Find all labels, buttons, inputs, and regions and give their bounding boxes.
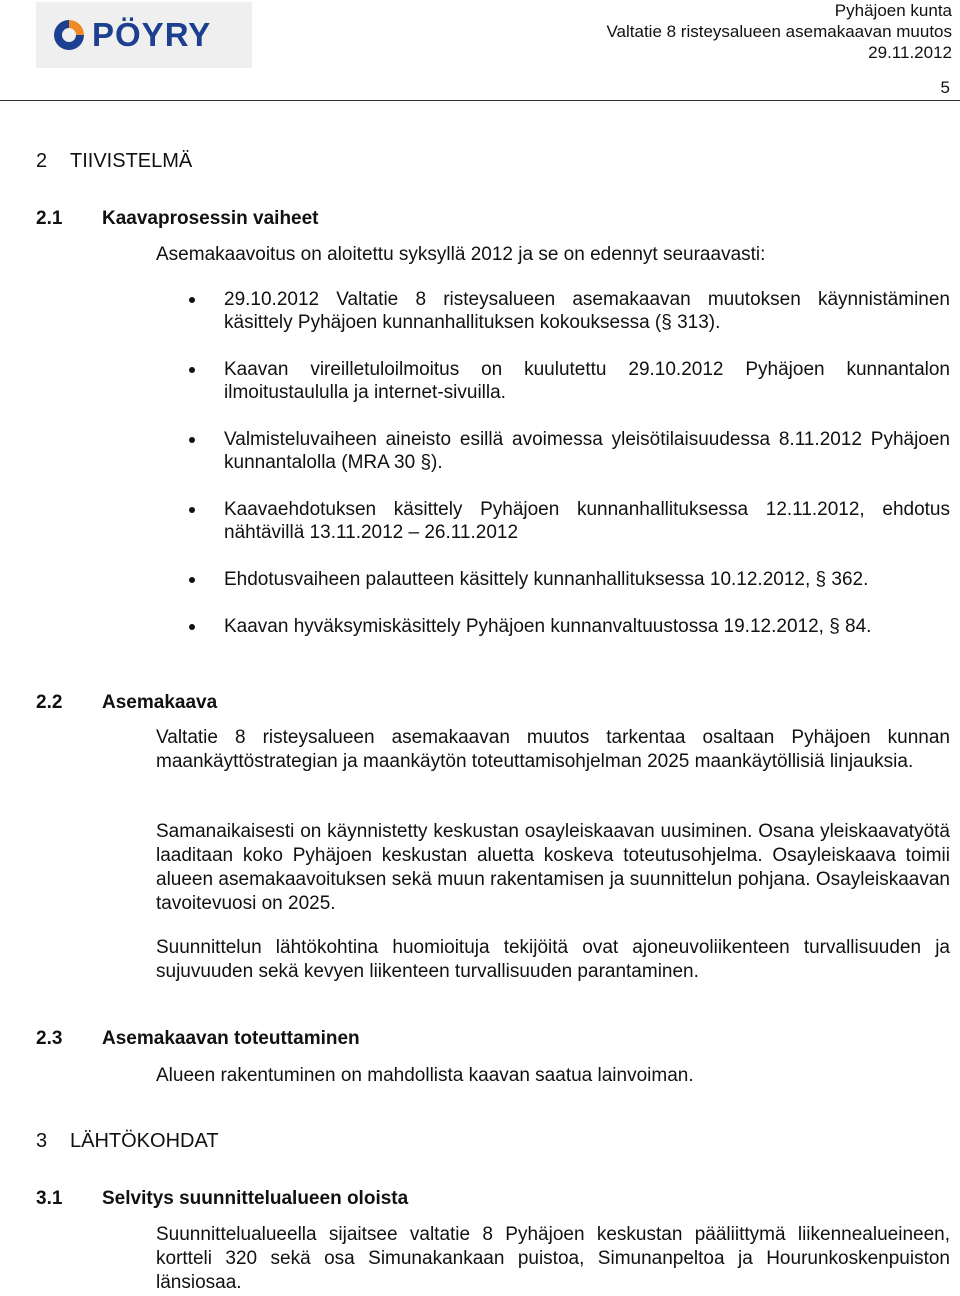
page-number: 5 xyxy=(940,78,950,97)
section-2-heading xyxy=(36,150,192,173)
header-divider xyxy=(0,100,960,101)
bullet-icon xyxy=(189,577,195,583)
document-date: 29.11.2012 xyxy=(868,43,952,62)
subsection-number: 2.1 xyxy=(36,208,63,229)
subsection-title: Asemakaavan toteuttaminen xyxy=(102,1028,360,1049)
subsection-title: Selvitys suunnittelualueen oloista xyxy=(102,1188,409,1209)
section-title: TIIVISTELMÄ xyxy=(70,150,193,172)
paragraph: Suunnittelualueella sijaitsee valtatie 8 Pyhäjoen keskustan pääliittymä liikennealueineen, kortteli 320 sekä osa Simunakankaan puistoa, Simunanpeltoa ja Hourunkoskenpuiston länsiosaa. xyxy=(156,1224,950,1293)
subsection-number: 3.1 xyxy=(36,1188,63,1209)
paragraph: Valtatie 8 risteysalueen asemakaavan muutos tarkentaa osaltaan Pyhäjoen kunnan maankäyttöstrategian ja maankäytön toteuttamisohjelman 2025 maankäytöllisiä linjauksia. xyxy=(156,727,950,772)
process-steps-list xyxy=(156,288,950,662)
logo-wordmark: PÖYRY xyxy=(92,16,212,53)
list-item xyxy=(156,358,950,404)
list-item-text: Kaavan hyväksymiskäsittely Pyhäjoen kunnanvaltuustossa 19.12.2012, § 84. xyxy=(224,616,872,637)
list-item xyxy=(156,498,950,544)
section-2-1-heading xyxy=(36,208,319,230)
section-2-3-heading xyxy=(36,1028,360,1050)
document-header-info xyxy=(606,0,952,63)
bullet-icon xyxy=(189,367,195,373)
list-item-text: Kaavaehdotuksen käsittely Pyhäjoen kunnanhallituksessa 12.11.2012, ehdotus nähtävillä 13.11.2012 – 26.11.2012 xyxy=(224,499,950,543)
project-title: Valtatie 8 risteysalueen asemakaavan muutos xyxy=(606,22,952,41)
bullet-icon xyxy=(189,437,195,443)
list-item-text: Kaavan vireilletuloilmoitus on kuulutettu 29.10.2012 Pyhäjoen kunnantalon ilmoitustaululla ja internet-sivuilla. xyxy=(224,359,950,403)
subsection-number: 2.3 xyxy=(36,1028,63,1049)
company-logo xyxy=(36,2,252,68)
section-2-2-heading xyxy=(36,692,217,714)
list-item xyxy=(156,615,950,638)
section-title: LÄHTÖKOHDAT xyxy=(70,1130,219,1152)
bullet-icon xyxy=(189,507,195,513)
poyry-logo-icon xyxy=(52,18,86,52)
bullet-icon xyxy=(189,297,195,303)
paragraph: Suunnittelun lähtökohtina huomioituja tekijöitä ovat ajoneuvoliikenteen turvallisuuden ja sujuvuuden sekä kevyen liikenteen turvallisuuden parantaminen. xyxy=(156,937,950,982)
section-number: 3 xyxy=(36,1130,48,1152)
list-item-text: 29.10.2012 Valtatie 8 risteysalueen asemakaavan muutoksen käynnistäminen käsittely Pyhäjoen kunnanhallituksen kokouksessa (§ 313). xyxy=(224,289,950,333)
section-number: 2 xyxy=(36,150,48,172)
list-item-text: Ehdotusvaiheen palautteen käsittely kunnanhallituksessa 10.12.2012, § 362. xyxy=(224,569,869,590)
list-item xyxy=(156,288,950,334)
paragraph: Alueen rakentuminen on mahdollista kaavan saatua lainvoiman. xyxy=(156,1065,694,1086)
intro-paragraph: Asemakaavoitus on aloitettu syksyllä 2012 ja se on edennyt seuraavasti: xyxy=(156,244,766,265)
bullet-icon xyxy=(189,624,195,630)
subsection-title: Asemakaava xyxy=(102,692,218,713)
list-item-text: Valmisteluvaiheen aineisto esillä avoimessa yleisötilaisuudessa 8.11.2012 Pyhäjoen kunnantalolla (MRA 30 §). xyxy=(224,429,950,473)
list-item xyxy=(156,428,950,474)
list-item xyxy=(156,568,950,591)
subsection-number: 2.2 xyxy=(36,692,63,713)
client-name: Pyhäjoen kunta xyxy=(834,1,952,20)
section-3-1-heading xyxy=(36,1188,408,1210)
paragraph: Samanaikaisesti on käynnistetty keskustan osayleiskaavan uusiminen. Osana yleiskaavatyötä laaditaan koko Pyhäjoen keskustan aluetta koskeva toteutusohjelma. Osayleiskaava toimii alueen asemakaavoituksen sekä muun rakentamisen ja suunnittelun pohjana. Osayleiskaavan tavoitevuosi on 2025. xyxy=(156,821,950,914)
subsection-title: Kaavaprosessin vaiheet xyxy=(102,208,319,229)
section-3-heading xyxy=(36,1130,219,1153)
